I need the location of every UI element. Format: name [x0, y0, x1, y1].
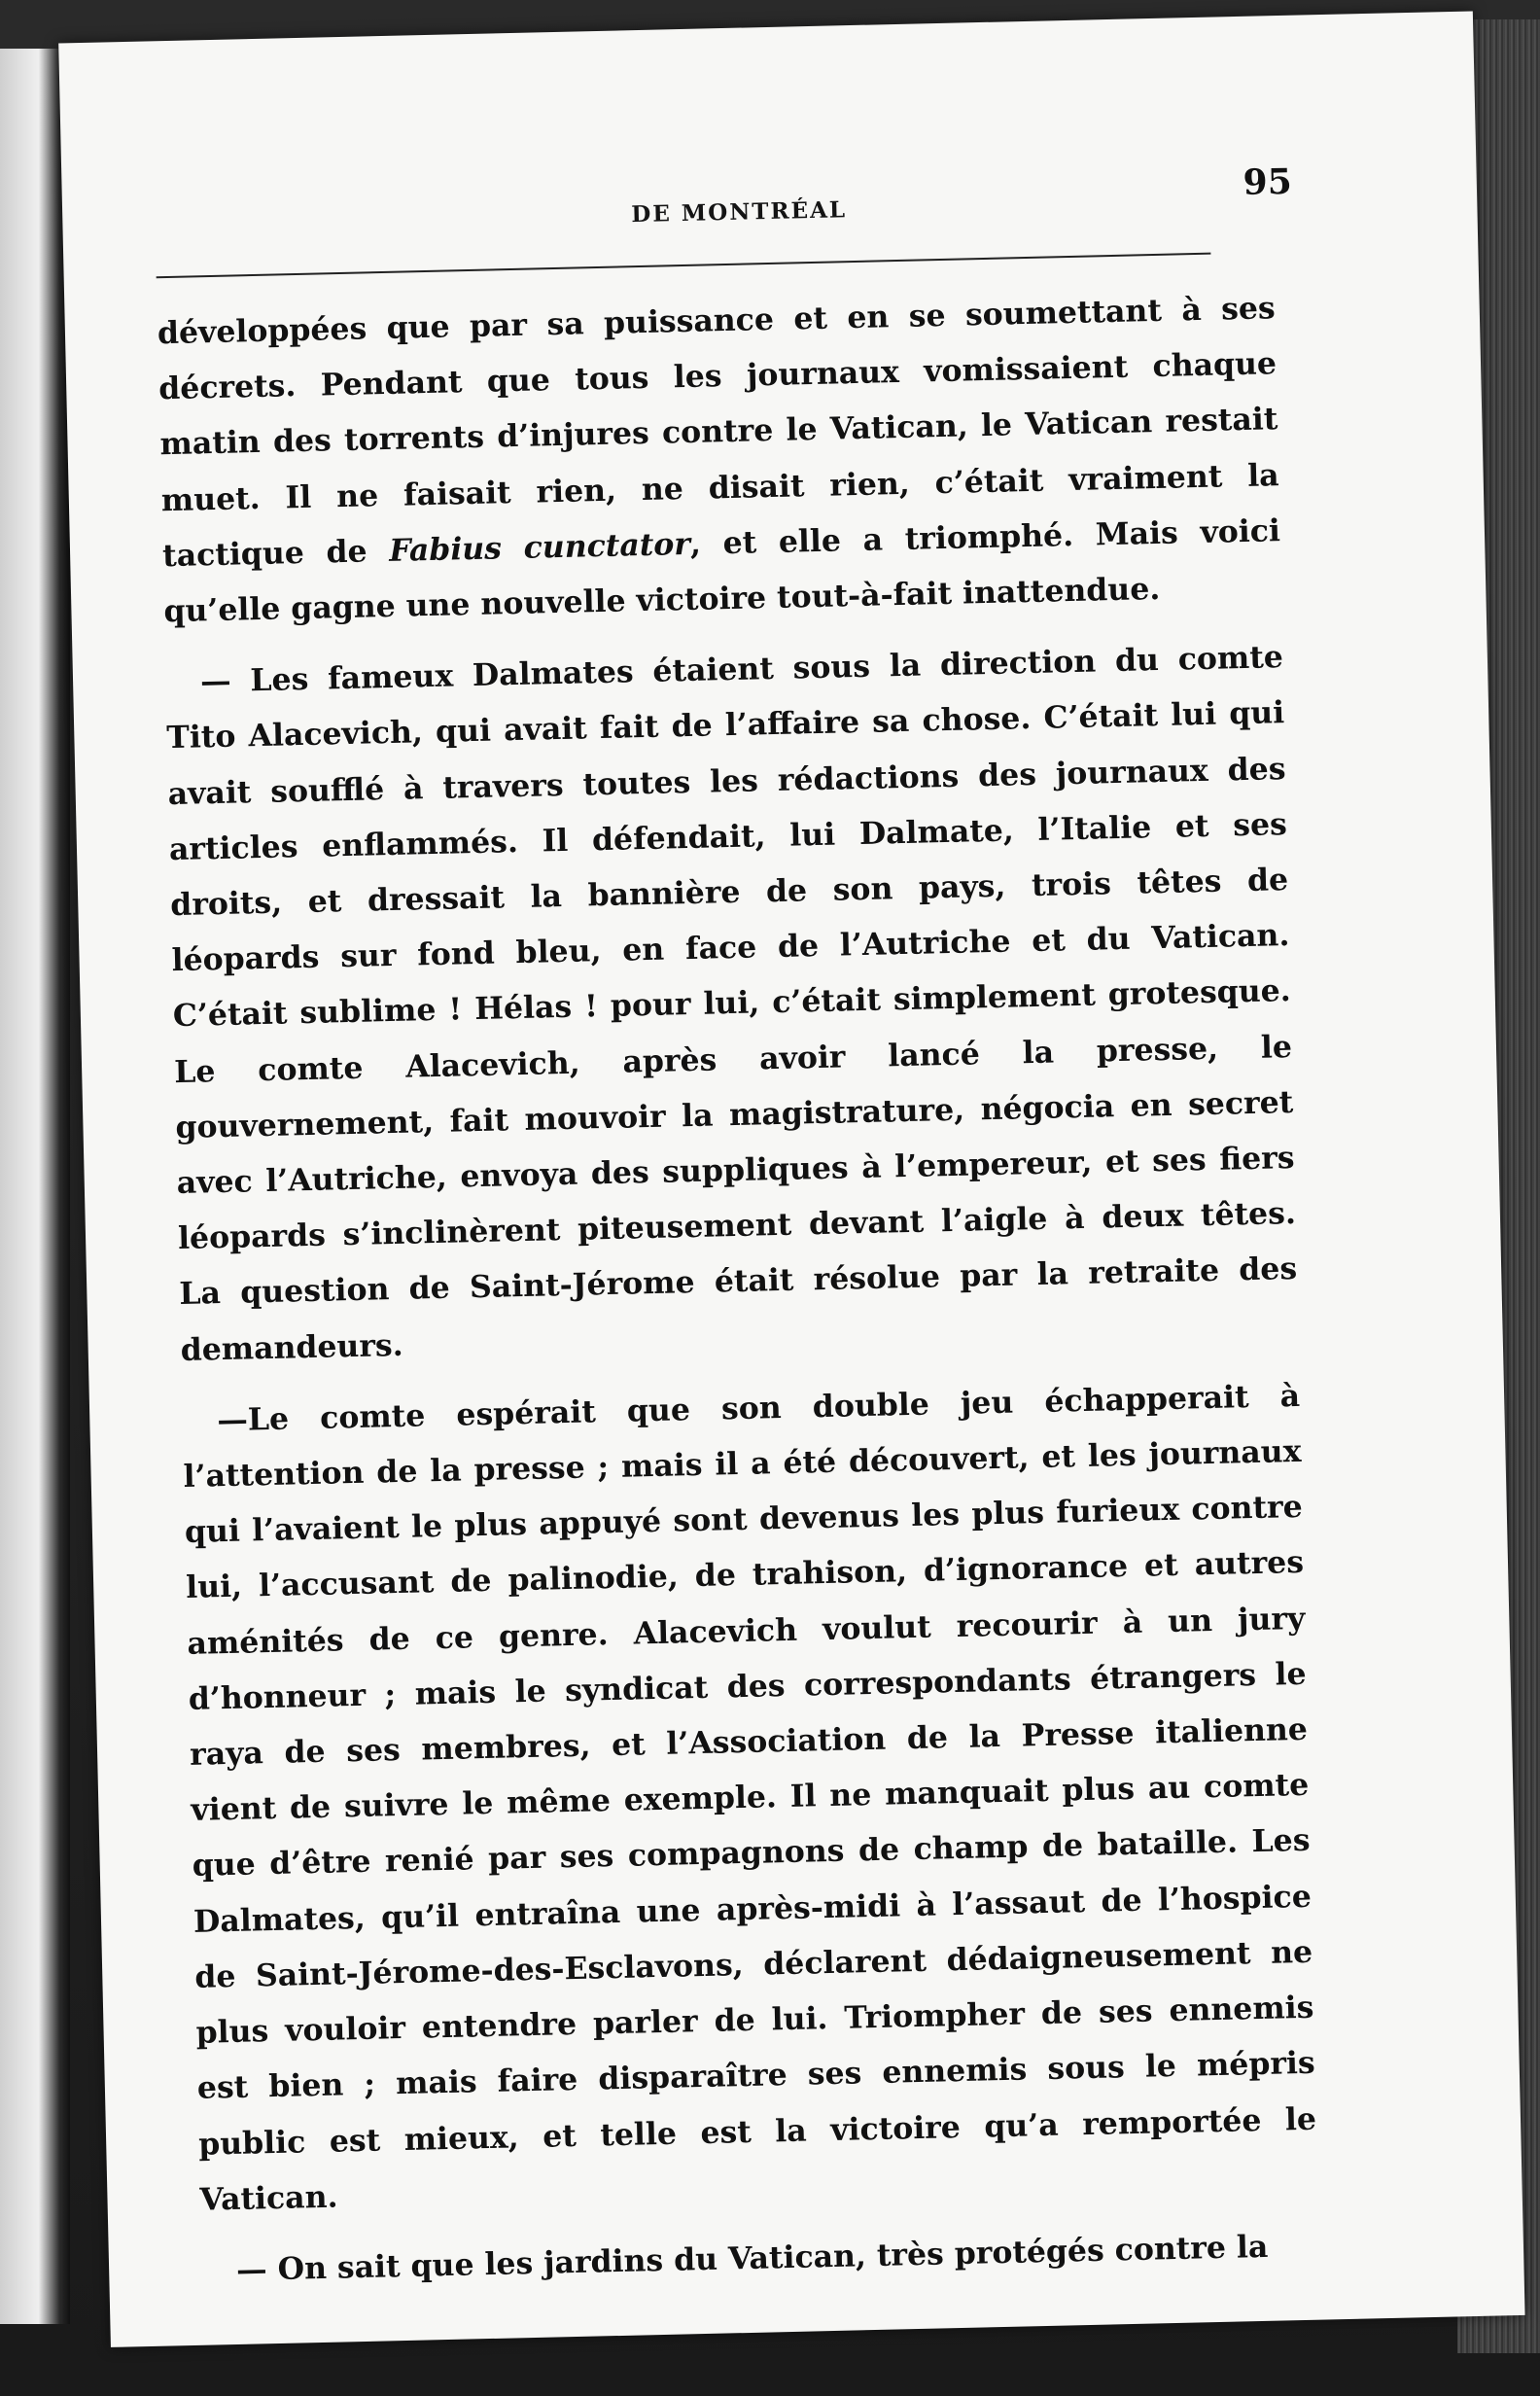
paragraph-3: —Le comte espérait que son double jeu échapperait à l’attention de la presse ; mais il a été découvert, et les journaux qui l’avaient le plus appuyé sont devenus les plus furieux contre lui, l’accusant de palinodie, de trahison, d’ignorance et autres aménités de ce genre. Alacevich voulut recourir à un jury d’honneur ; mais le syndicat des correspondants étrangers le raya de ses membres, et l’Association de la Presse italienne vient de suivre le même exemple. Il ne manquait plus au comte que d’être renié par ses compagnons de champ de bataille. Les Dalmates, qu’il entraîna une après-midi à l’assaut de l’hospice de Saint-Jérome-des-Esclavons, déclarent dédaigneusement ne plus vouloir entendre parler de lui. Triompher de ses ennemis est bien ; mais faire disparaître ses ennemis sous le mépris public est mieux, et telle est la victoire qu’a remportée le Vatican.	[183, 1377, 1317, 2218]
header-rule	[157, 253, 1211, 279]
paragraph-1	[157, 280, 1281, 639]
paragraph-1-after: , et elle a triomphé. Mais voici qu’elle gagne une nouvelle victoire tout-à-fait inattendue.	[163, 511, 1281, 630]
paragraph-1-before: développées que par sa puissance et en se soumettant à ses décrets. Pendant que tous les journaux vomissaient chaque matin des torrents d’injures contre le Vatican, le Vatican restait muet. Il ne faisait rien, ne disait rien, c’était vraiment la tactique de	[157, 290, 1279, 575]
paragraph-1-italic: Fabius cunctator	[388, 525, 691, 569]
page-number: 95	[1242, 160, 1293, 203]
running-head: DE MONTRÉAL	[631, 196, 848, 229]
paragraph-4: — On sait que les jardins du Vatican, très protégés contre la	[235, 2228, 1269, 2288]
book-page	[58, 11, 1524, 2346]
paragraph-2: — Les fameux Dalmates étaient sous la direction du comte Tito Alacevich, qui avait fait de l’affaire sa chose. C’était lui qui avait soufflé à travers toutes les rédactions des journaux des articles enflammés. Il défendait, lui Dalmate, l’Italie et ses droits, et dressait la bannière de son pays, trois têtes de léopards sur fond bleu, en face de l’Autriche et du Vatican. C’était sublime ! Hélas ! pour lui, c’était simplement grotesque. Le comte Alacevich, après avoir lancé la presse, le gouvernement, fait mouvoir la magistrature, négocia en secret avec l’Autriche, envoya des suppliques à l’empereur, et ses fiers léopards s’inclinèrent piteusement devant l’aigle à deux têtes. La question de Saint-Jérome était résolue par la retraite des demandeurs.	[166, 639, 1298, 1368]
facing-page-edge	[0, 49, 70, 2324]
page-header	[155, 161, 1293, 256]
body-text	[157, 280, 1320, 2314]
